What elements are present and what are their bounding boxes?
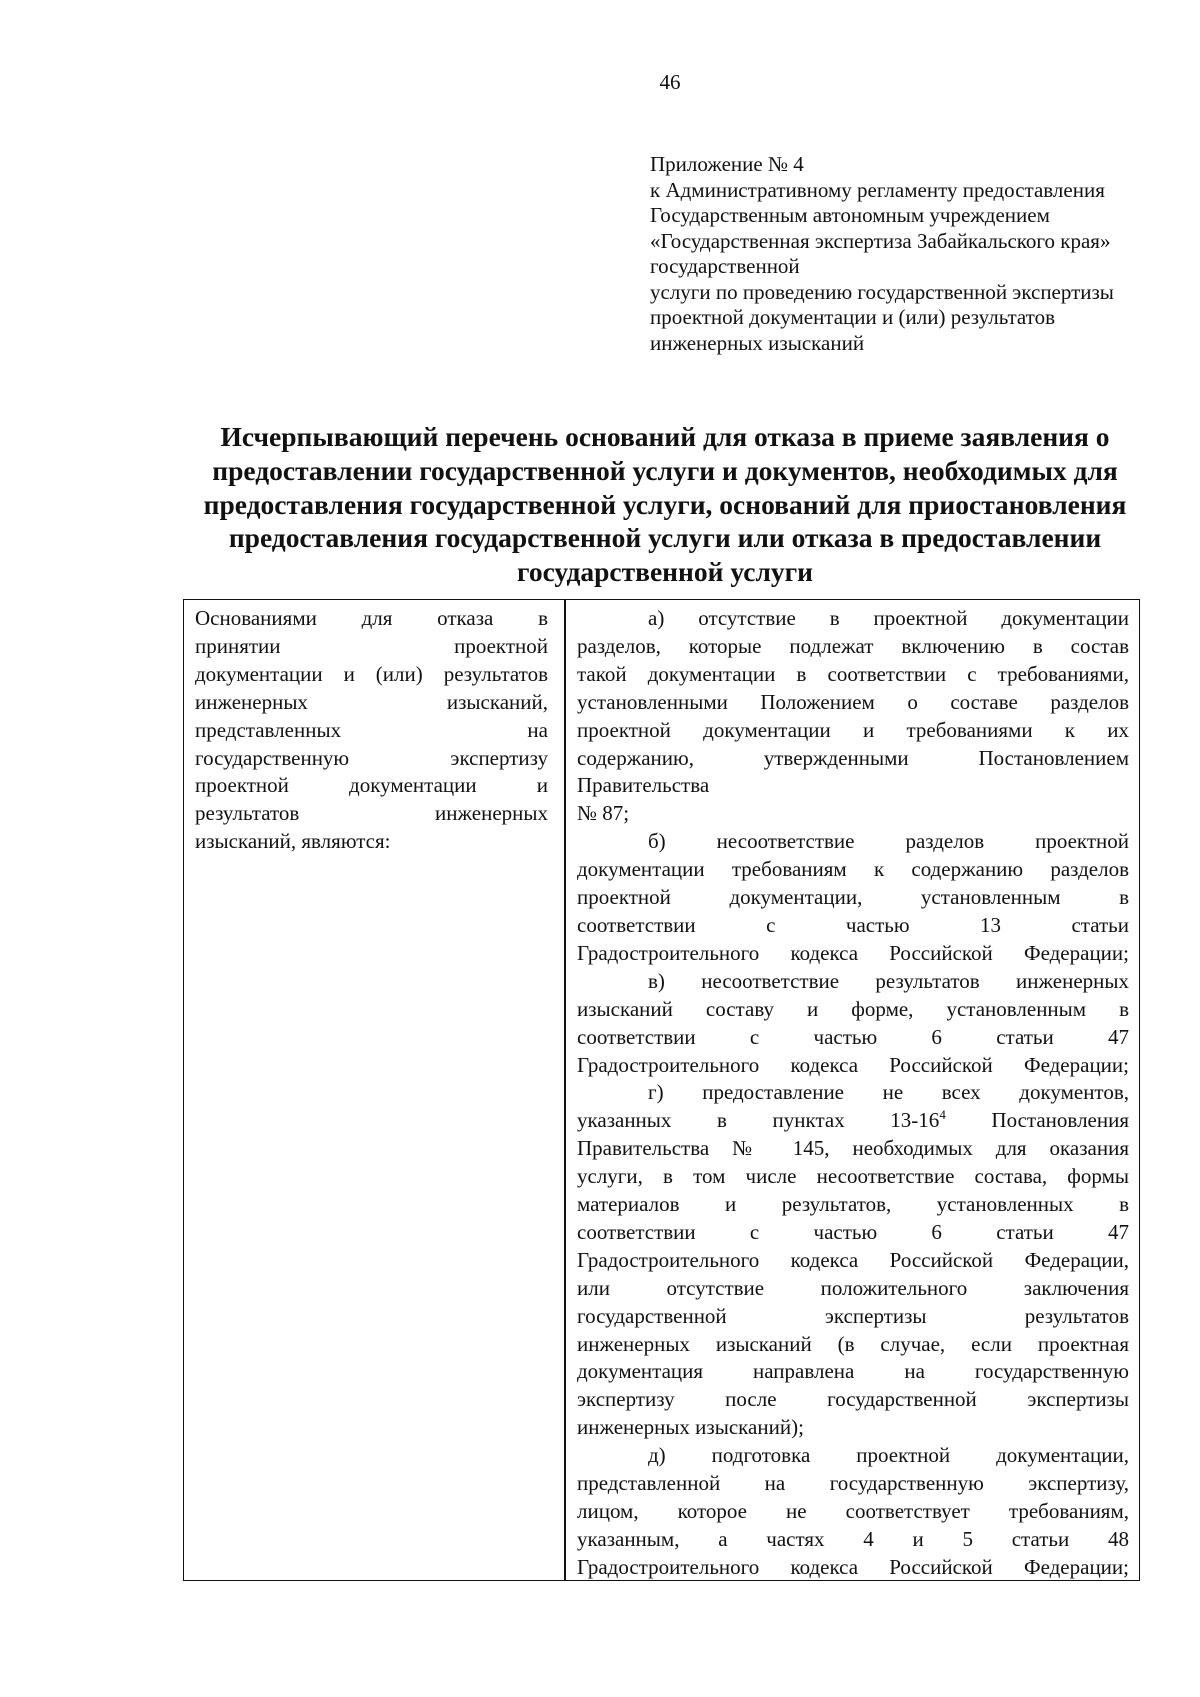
table-text-line: инженерных изысканий, — [195, 689, 548, 714]
annex-line: инженерных изысканий — [650, 330, 865, 355]
title-line: государственной услуги — [517, 556, 813, 588]
table-text-line: представленной на государственную экспертизу, — [577, 1471, 1129, 1496]
annex-line: к Административному регламенту предоставления — [650, 177, 1105, 202]
table-text-line: б) несоответствие разделов проектной — [648, 829, 1129, 854]
grounds-table — [183, 599, 1140, 1581]
table-text-line: результатов инженерных — [195, 801, 548, 826]
table-text-line: документации и (или) результатов — [195, 661, 548, 686]
table-text-line: документации требованиям к содержанию разделов — [577, 857, 1129, 882]
table-text-line: Градостроительного кодекса Российской Федерации; — [577, 1554, 1129, 1579]
title-line: предоставления государственной услуги, оснований для приостановления — [203, 488, 1127, 520]
table-text-fragment: Постановления — [991, 1108, 1129, 1133]
table-text-fragment: указанных в пунктах 13-16 — [577, 1108, 940, 1133]
table-text-line: проектной документации и требованиями к их — [577, 717, 1129, 742]
table-text-line: Градостроительного кодекса Российской Федерации, — [577, 1247, 1129, 1272]
title-line: предоставлении государственной услуги и документов, необходимых для — [212, 454, 1118, 486]
table-text-line: государственную экспертизу — [195, 745, 548, 770]
annex-line: государственной — [650, 254, 800, 278]
table-cell-left — [195, 605, 548, 856]
table-text-line: принятии проектной — [195, 633, 548, 658]
table-text-line: государственной экспертизы результатов — [577, 1303, 1129, 1328]
table-text-line: Правительства № 145, необходимых для оказания — [577, 1136, 1129, 1161]
table-text-line: проектной документации и — [195, 773, 548, 798]
table-text-line: документация направлена на государственную — [577, 1359, 1129, 1384]
table-text-line: инженерных изысканий (в случае, если проектная — [577, 1331, 1129, 1356]
table-text-line: установленными Положением о составе разделов — [577, 689, 1129, 714]
table-text-line: Правительства — [577, 773, 710, 798]
annex-header — [650, 152, 1170, 356]
table-text-line: № 87; — [577, 801, 630, 826]
table-text-line: д) подготовка проектной документации, — [648, 1443, 1129, 1468]
table-text-line: содержанию, утвержденными Постановлением — [577, 745, 1129, 770]
table-text-line: материалов и результатов, установленных в — [577, 1192, 1129, 1217]
table-text-line: Градостроительного кодекса Российской Федерации; — [577, 1052, 1129, 1077]
table-text-line: экспертизу после государственной экспертизы — [577, 1387, 1129, 1412]
page-number: 46 — [659, 70, 681, 94]
annex-line: «Государственная экспертиза Забайкальского края» — [650, 228, 1111, 253]
document-title — [150, 420, 1180, 589]
table-text-line: соответствии с частью 13 статьи — [577, 912, 1129, 937]
table-text-line: соответствии с частью 6 статьи 47 — [577, 1219, 1129, 1244]
table-text-line: или отсутствие положительного заключения — [577, 1275, 1129, 1300]
table-text-line: а) отсутствие в проектной документации — [648, 606, 1129, 630]
title-line: предоставления государственной услуги или отказа в предоставлении — [228, 522, 1102, 554]
annex-line: Приложение № 4 — [650, 152, 804, 176]
table-text-line: в) несоответствие результатов инженерных — [648, 968, 1129, 993]
table-text-line: г) предоставление не всех документов, — [648, 1080, 1129, 1105]
table-cell-right — [577, 605, 1129, 1582]
table-text-line: инженерных изысканий); — [577, 1415, 804, 1440]
table-text-line: Основаниями для отказа в — [195, 606, 548, 630]
table-text-line — [577, 1107, 1129, 1135]
annex-line: проектной документации и (или) результатов — [650, 305, 1055, 329]
superscript-number: 4 — [939, 1107, 946, 1123]
table-text-line: указанным, а частях 4 и 5 статьи 48 — [577, 1526, 1129, 1551]
title-line: Исчерпывающий перечень оснований для отказа в приеме заявления о — [220, 421, 1110, 452]
table-text-line: соответствии с частью 6 статьи 47 — [577, 1024, 1129, 1049]
table-text-line: лицом, которое не соответствует требованиям, — [577, 1499, 1129, 1523]
table-text-line: услуги, в том числе несоответствие состава, формы — [577, 1164, 1129, 1189]
annex-line: услуги по проведению государственной экспертизы — [650, 279, 1114, 304]
annex-line: Государственным автономным учреждением — [650, 203, 1050, 227]
table-text-line: проектной документации, установленным в — [577, 885, 1129, 910]
table-text-line: Градостроительного кодекса Российской Федерации; — [577, 940, 1129, 965]
table-text-line: представленных на — [195, 717, 548, 742]
table-text-line: такой документации в соответствии с требованиями, — [577, 661, 1129, 686]
table-text-line: изысканий составу и форме, установленным в — [577, 996, 1129, 1021]
column-divider — [564, 600, 566, 1580]
table-text-line: изысканий, являются: — [195, 829, 391, 854]
table-text-line: разделов, которые подлежат включению в состав — [577, 633, 1129, 658]
